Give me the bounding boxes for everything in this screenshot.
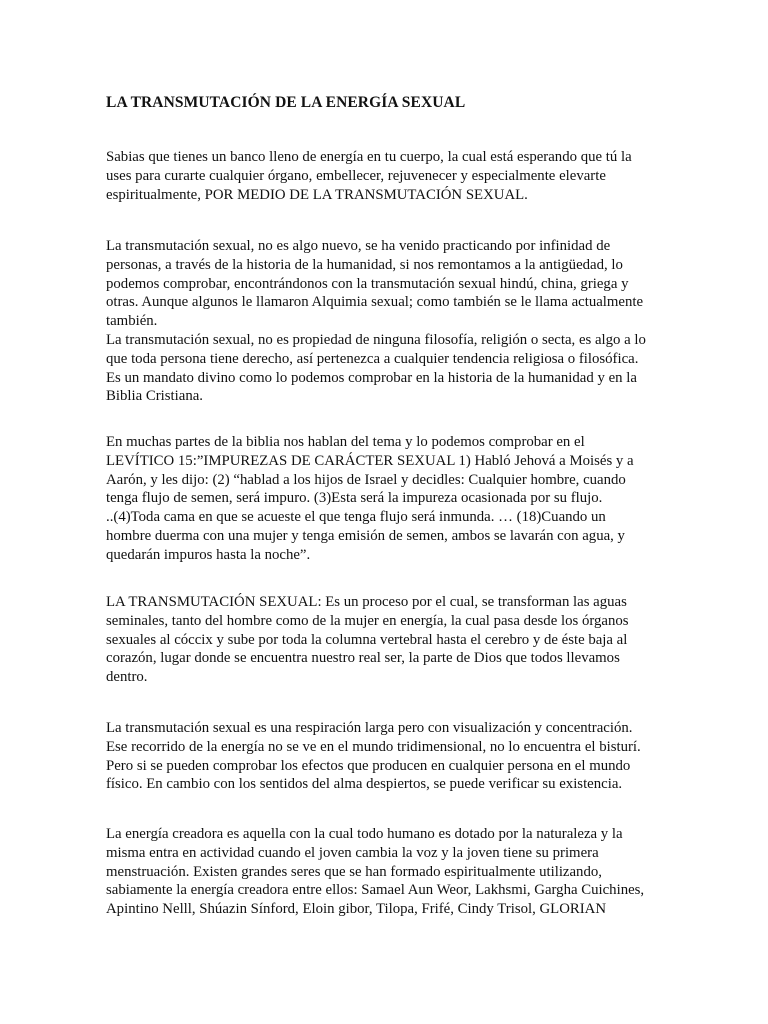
text-line: dentro. <box>106 669 148 686</box>
document-title: LA TRANSMUTACIÓN DE LA ENERGÍA SEXUAL <box>106 94 466 111</box>
text-line: que toda persona tiene derecho, así pertenezca a cualquier tendencia religiosa o filosófica. <box>106 350 639 367</box>
text-line: quedarán impuros hasta la noche”. <box>106 546 311 563</box>
text-line: LEVÍTICO 15:”IMPUREZAS DE CARÁCTER SEXUAL 1) Habló Jehová a Moisés y a <box>106 452 634 469</box>
text-line: corazón, lugar donde se encuentra nuestro real ser, la parte de Dios que todos llevamos <box>106 650 620 667</box>
text-line: Pero si se pueden comprobar los efectos que producen en cualquier persona en el mundo <box>106 757 631 774</box>
text-line: uses para curarte cualquier órgano, embellecer, rejuvenecer y especialmente elevarte <box>106 167 606 184</box>
text-line: Aarón, y les dijo: (2) “hablad a los hijos de Israel y decidles: Cualquier hombre, cuando <box>106 471 626 488</box>
paragraph-history <box>106 237 668 406</box>
paragraph-creative-energy <box>106 825 668 919</box>
text-line: La transmutación sexual, no es propiedad de ninguna filosofía, religión o secta, es algo a lo <box>106 331 646 348</box>
paragraph-bible <box>106 433 668 565</box>
text-line: personas, a través de la historia de la humanidad, si nos remontamos a la antigüedad, lo <box>106 256 623 273</box>
text-line: podemos comprobar, encontrándonos con la transmutación sexual hindú, china, griega y <box>106 275 629 292</box>
text-line: espiritualmente, POR MEDIO DE LA TRANSMUTACIÓN SEXUAL. <box>106 186 528 203</box>
text-line: Apintino Nelll, Shúazin Sínford, Eloin gibor, Tilopa, Frifé, Cindy Trisol, GLORIAN <box>106 901 607 918</box>
text-line: La transmutación sexual es una respiración larga pero con visualización y concentración. <box>106 720 633 736</box>
text-line: Sabias que tienes un banco lleno de energía en tu cuerpo, la cual está esperando que tú la <box>106 149 632 165</box>
text-line: ..(4)Toda cama en que se acueste el que tenga flujo será inmunda. … (18)Cuando un <box>106 509 606 526</box>
text-line: En muchas partes de la biblia nos hablan del tema y lo podemos comprobar en el <box>106 434 585 450</box>
text-line: seminales, tanto del hombre como de la mujer en energía, la cual pasa desde los órganos <box>106 612 629 629</box>
text-line: La transmutación sexual, no es algo nuevo, se ha venido practicando por infinidad de <box>106 238 611 254</box>
text-line: Es un mandato divino como lo podemos comprobar en la historia de la humanidad y en la <box>106 369 637 386</box>
text-line: Biblia Cristiana. <box>106 388 203 405</box>
text-line: sexuales al cóccix y sube por toda la columna vertebral hasta el cerebro y de éste baja al <box>106 631 628 648</box>
paragraph-intro <box>106 148 668 204</box>
text-line: misma entra en actividad cuando el joven cambia la voz y la joven tiene su primera <box>106 844 599 861</box>
text-line: tenga flujo de semen, será impuro. (3)Esta será la impureza ocasionada por su flujo. <box>106 490 603 507</box>
text-line: Ese recorrido de la energía no se ve en el mundo tridimensional, no lo encuentra el bisturí. <box>106 738 641 755</box>
text-line: hombre duerma con una mujer y tenga emisión de semen, ambos se lavarán con agua, y <box>106 527 625 544</box>
paragraph-breathing <box>106 719 668 794</box>
text-line: también. <box>106 313 158 330</box>
text-line: físico. En cambio con los sentidos del alma despiertos, se puede verificar su existencia. <box>106 776 623 793</box>
paragraph-definition <box>106 593 668 687</box>
text-line: sabiamente la energía creadora entre ellos: Samael Aun Weor, Lakhsmi, Gargha Cuichines, <box>106 882 645 899</box>
text-line: La energía creadora es aquella con la cual todo humano es dotado por la naturaleza y la <box>106 826 623 842</box>
text-line: LA TRANSMUTACIÓN SEXUAL: Es un proceso por el cual, se transforman las aguas <box>106 594 627 610</box>
text-line: menstruación. Existen grandes seres que se han formado espiritualmente utilizando, <box>106 863 602 880</box>
text-line: otras. Aunque algunos le llamaron Alquimia sexual; como también se le llama actualmente <box>106 294 644 311</box>
